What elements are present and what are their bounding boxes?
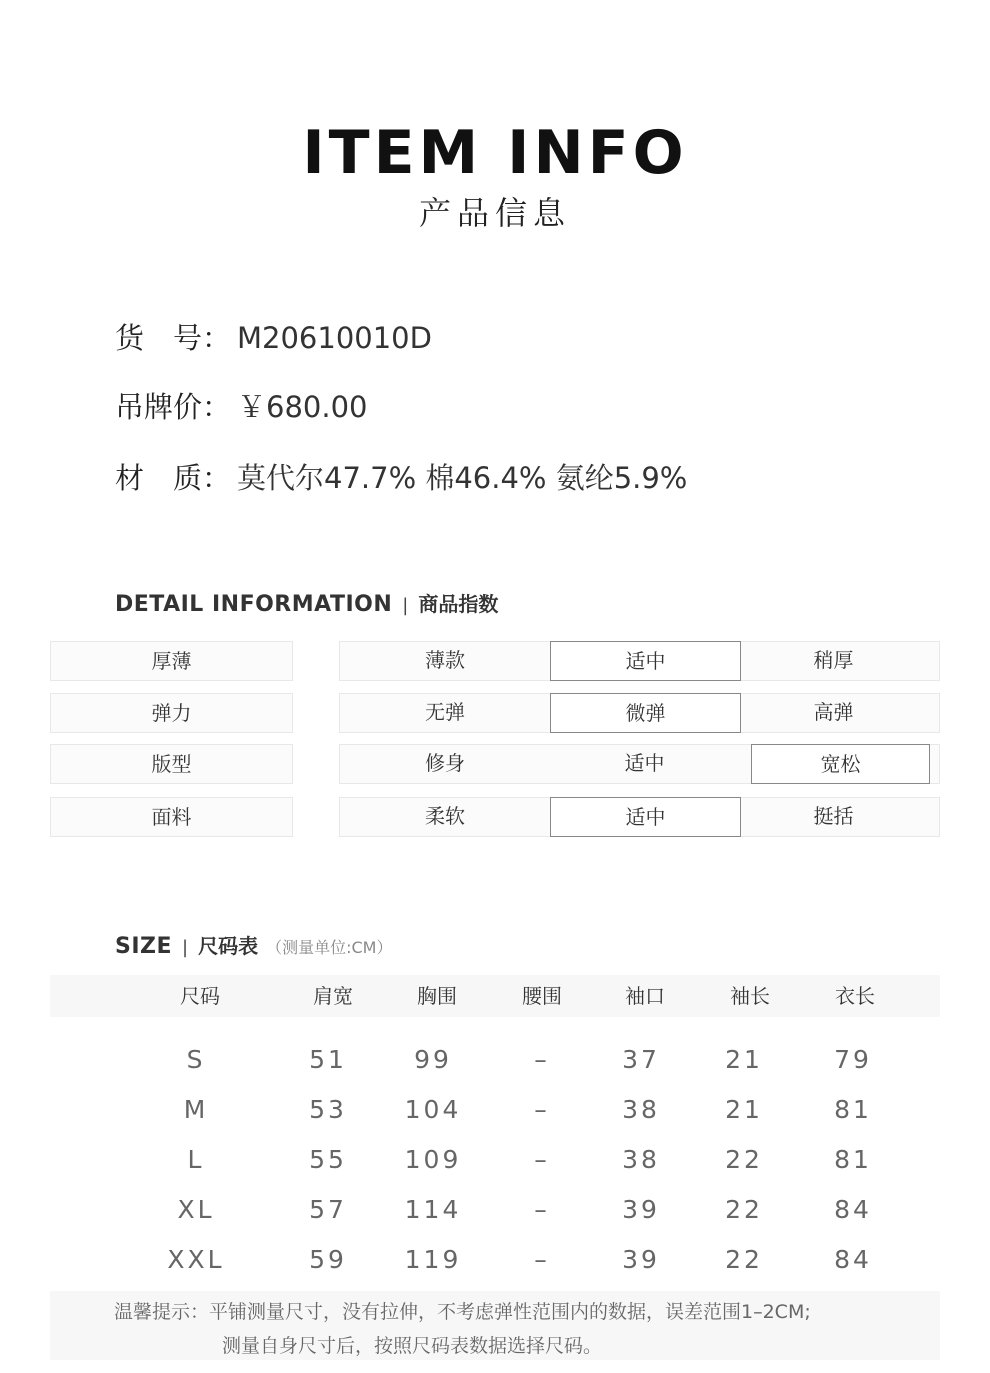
detail-option: 无弹 <box>425 700 465 724</box>
size-table-cell: S <box>186 1045 206 1074</box>
detail-row <box>50 797 940 837</box>
size-table-cell: 38 <box>622 1145 660 1174</box>
size-table-cell: – <box>534 1095 550 1124</box>
size-table-cell: 39 <box>622 1195 660 1224</box>
detail-option: 高弹 <box>813 700 854 724</box>
page-subtitle: 产品信息 <box>418 194 571 232</box>
size-table-cell: 21 <box>725 1095 763 1124</box>
detail-option-selected: 微弹 <box>550 693 741 733</box>
info-value: M20610010D <box>237 321 432 355</box>
size-table-cell: 55 <box>309 1145 347 1174</box>
size-column-header: 袖长 <box>730 984 770 1008</box>
size-table-cell: 119 <box>404 1245 462 1274</box>
detail-option: 修身 <box>425 751 465 775</box>
size-table-cell: M <box>183 1095 209 1124</box>
size-table-cell: 84 <box>834 1245 872 1274</box>
size-table-cell: L <box>187 1145 205 1174</box>
size-table-row <box>50 1240 940 1280</box>
size-table-cell: – <box>534 1245 550 1274</box>
size-table-cell: 109 <box>404 1145 462 1174</box>
size-table-cell: – <box>534 1045 550 1074</box>
size-table-cell: 81 <box>834 1145 872 1174</box>
info-value: ￥680.00 <box>237 390 368 424</box>
detail-option: 适中 <box>624 751 665 775</box>
size-column-header: 衣长 <box>835 984 875 1008</box>
size-table-cell: 81 <box>834 1095 872 1124</box>
size-table-row <box>50 1190 940 1230</box>
info-row-material <box>115 456 687 497</box>
size-table-cell: XXL <box>167 1245 225 1274</box>
size-table-cell: 53 <box>309 1095 347 1124</box>
detail-row-label: 版型 <box>50 744 293 784</box>
detail-title-cn: 商品指数 <box>418 592 499 616</box>
detail-row-options <box>339 744 940 784</box>
detail-row-label: 厚薄 <box>50 641 293 681</box>
detail-option-selected: 适中 <box>550 641 741 681</box>
detail-row <box>50 693 940 733</box>
size-table-cell: 51 <box>309 1045 347 1074</box>
size-table-cell: 114 <box>404 1195 462 1224</box>
size-table-cell: 79 <box>834 1045 872 1074</box>
size-table-row <box>50 1140 940 1180</box>
size-table-cell: XL <box>177 1195 215 1224</box>
size-table-cell: 84 <box>834 1195 872 1224</box>
size-table-cell: 59 <box>309 1245 347 1274</box>
detail-row-options <box>339 693 940 733</box>
detail-option-selected: 宽松 <box>751 744 930 784</box>
size-column-header: 袖口 <box>625 984 665 1008</box>
detail-option: 挺括 <box>813 804 854 828</box>
size-column-header: 肩宽 <box>313 984 353 1008</box>
size-table-cell: 99 <box>414 1045 452 1074</box>
page-title: ITEM INFO <box>302 118 688 188</box>
size-column-header: 尺码 <box>180 984 220 1008</box>
info-label: 材 质： <box>115 461 232 495</box>
detail-row <box>50 744 940 784</box>
info-value: 莫代尔47.7% 棉46.4% 氨纶5.9% <box>237 461 688 495</box>
size-title-cn: 尺码表 <box>198 934 259 958</box>
detail-row <box>50 641 940 681</box>
detail-section-heading <box>115 588 498 617</box>
size-table-cell: 37 <box>622 1045 660 1074</box>
detail-row-label: 面料 <box>50 797 293 837</box>
size-table-row <box>50 1040 940 1080</box>
size-table-row <box>50 1090 940 1130</box>
detail-option: 薄款 <box>425 648 465 672</box>
size-section-heading <box>115 930 392 959</box>
detail-separator: | <box>402 595 409 616</box>
info-label: 货 号： <box>115 321 232 355</box>
size-tip <box>50 1291 940 1360</box>
size-unit: （测量单位:CM） <box>266 938 393 957</box>
detail-row-options <box>339 797 940 837</box>
size-tip-line-2: 测量自身尺寸后，按照尺码表数据选择尺码。 <box>222 1335 603 1357</box>
detail-row-options <box>339 641 940 681</box>
size-table-cell: 57 <box>309 1195 347 1224</box>
info-label: 吊牌价： <box>115 390 232 424</box>
detail-option: 稍厚 <box>813 648 854 672</box>
size-table-cell: 39 <box>622 1245 660 1274</box>
size-tip-line-1: 温馨提示：平铺测量尺寸，没有拉伸，不考虑弹性范围内的数据，误差范围1–2CM; <box>114 1301 811 1323</box>
detail-option-selected: 适中 <box>550 797 741 837</box>
size-column-header: 胸围 <box>417 984 457 1008</box>
info-row-sku <box>115 316 432 357</box>
size-table-cell: 22 <box>725 1195 763 1224</box>
info-row-price <box>115 385 367 426</box>
size-table-cell: 104 <box>404 1095 462 1124</box>
size-table-cell: 22 <box>725 1145 763 1174</box>
size-table-cell: 22 <box>725 1245 763 1274</box>
detail-option: 柔软 <box>425 804 465 828</box>
detail-row-label: 弹力 <box>50 693 293 733</box>
size-table-header <box>50 975 940 1017</box>
detail-title-en: DETAIL INFORMATION <box>115 592 393 617</box>
size-title-en: SIZE <box>115 934 173 959</box>
size-table-cell: 38 <box>622 1095 660 1124</box>
size-column-header: 腰围 <box>522 984 562 1008</box>
size-table-cell: 21 <box>725 1045 763 1074</box>
size-table-cell: – <box>534 1195 550 1224</box>
size-table-cell: – <box>534 1145 550 1174</box>
size-separator: | <box>182 937 189 958</box>
